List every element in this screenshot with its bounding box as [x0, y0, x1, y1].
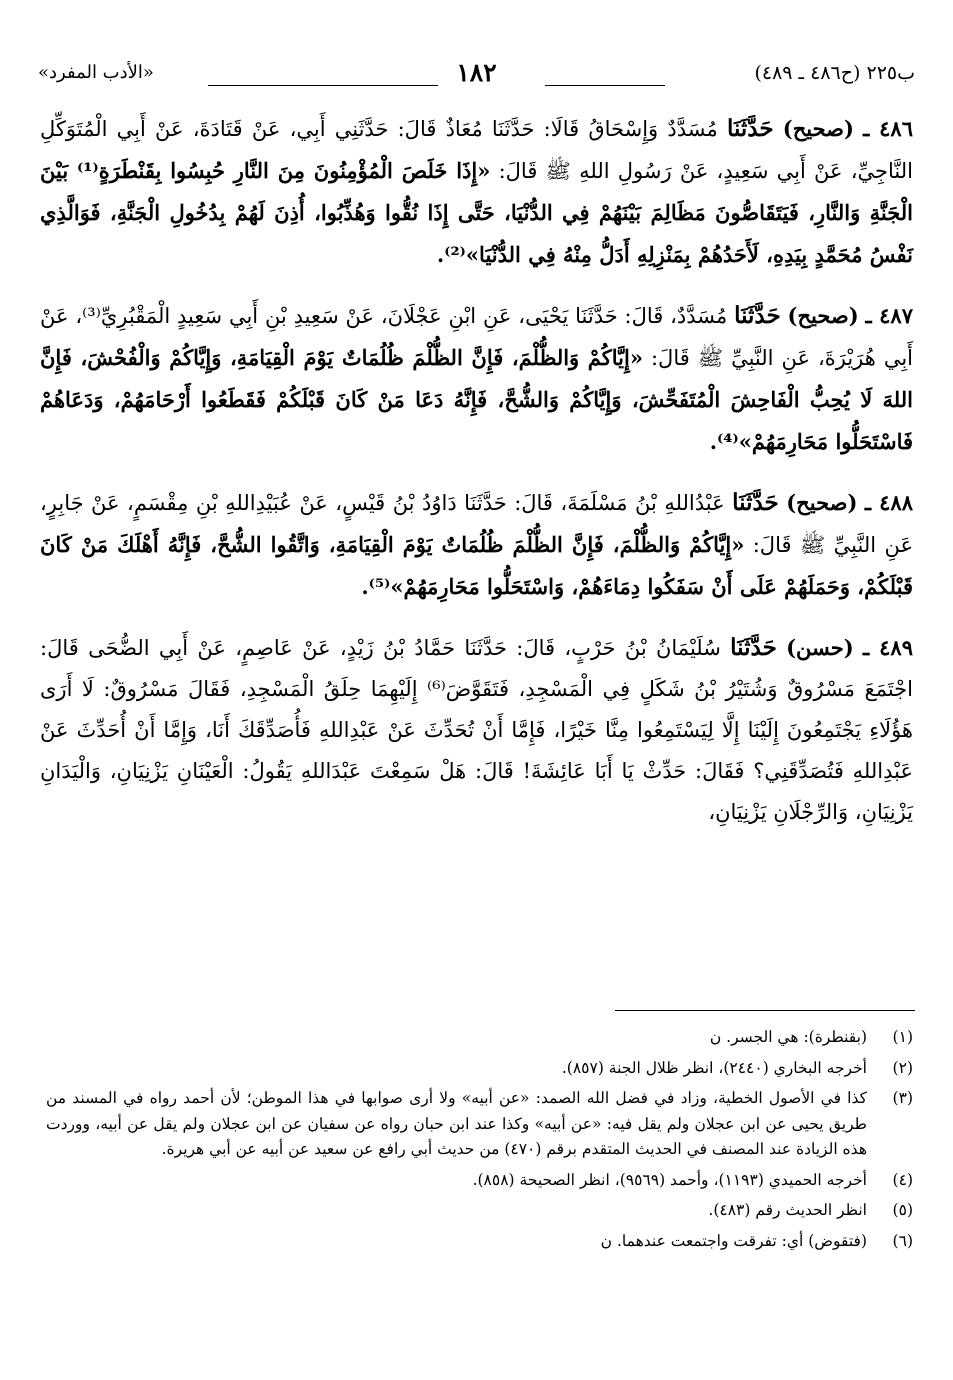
footnotes — [46, 1025, 913, 1259]
hadith-matn: «إِذَا خَلَصَ الْمُؤْمِنُونَ مِنَ النَّارِ حُبِسُوا بِقَنْطَرَةٍ⁽¹⁾ بَيْنَ الْجَنَّةِ وَالنَّارِ، فَيَتَقَاصُّونَ مَظَالِمَ بَيْنَهُمْ فِي الدُّنْيَا، حَتَّى إِذَا نُقُّوا وَهُذِّبُوا، أُذِنَ لَهُمْ بِدُخُولِ الْجَنَّةِ، فَوَالَّذِي نَفْسُ مُحَمَّدٍ بِيَدِهِ، لَأَحَدُهُمْ بِمَنْزِلِهِ أَدَلُّ مِنْهُ فِي الدُّنْيَا»⁽²⁾. — [40, 158, 913, 267]
hadith-grade: (حسن) — [786, 635, 854, 660]
haddathana: حَدَّثَنَا — [726, 115, 774, 142]
hadith-isnad: عَبْدُاللهِ بْنُ مَسْلَمَةَ، قَالَ: حَدَّثَنَا دَاوُدُ بْنُ قَيْسٍ، عَنْ عُبَيْدِاللهِ بْنِ مِقْسَمٍ، عَنْ جَابِرٍ، عَنِ النَّبِيِّ ﷺ قَالَ: — [40, 491, 914, 557]
footnote-number: (٢) — [892, 1058, 913, 1077]
footnote-text: كذا في الأصول الخطية، وزاد في فضل الله الصمد: «عن أبيه» ولا أرى صوابها في هذا الموطن؛ لأن أحمد رواه في المسند من طريق يحيى عن ابن عجلان ولم يقل فيه: «عن أبيه» وكذا عند ابن حبان رواه عن سفيان عن ابن عجلان ولم يقل عن أبيه، ووردت هذه الزيادة عند المصنف في الحديث المتقدم برقم (٤٧٠) من حديث أبي رافع عن سعيد عن أبيه عن أبي هريرة. — [46, 1089, 867, 1158]
hadith-number: ٤٨٧ ـ — [865, 303, 913, 328]
header-hadith-range: ب٢٢٥ (ح٤٨٦ ـ ٤٨٩) — [754, 62, 915, 84]
footnote-6 — [46, 1229, 913, 1255]
footnote-number: (١) — [892, 1028, 913, 1046]
hadith-number: ٤٨٨ ـ — [864, 490, 913, 515]
footnote-text: (فتقوض) أي: تفرقت واجتمعت عندهما. ن — [600, 1231, 867, 1250]
hadith-488 — [40, 482, 913, 608]
footnote-text: أخرجه الحميدي (١١٩٣)، وأحمد (٩٥٦٩)، انظر الصحيحة (٨٥٨). — [472, 1170, 867, 1189]
footnote-text: أخرجه البخاري (٢٤٤٠)، انظر ظلال الجنة (٨٥٧). — [561, 1058, 867, 1077]
haddathana: حَدَّثَنَا — [734, 302, 781, 329]
footnote-5 — [46, 1198, 913, 1224]
hadith-grade: (صحيح) — [786, 490, 858, 515]
page-header — [30, 58, 923, 92]
hadith-487 — [40, 295, 913, 463]
hadith-486 — [40, 108, 913, 276]
header-rule — [208, 85, 438, 86]
footnote-number: (٥) — [892, 1201, 913, 1219]
hadith-isnad: مُسَدَّدٌ، قَالَ: حَدَّثَنَا يَحْيَى، عَنِ ابْنِ عَجْلَانَ، عَنْ سَعِيدِ بْنِ أَبِي سَعِيدٍ الْمَقْبُرِيِّ⁽³⁾، عَنْ أَبِي هُرَيْرَةَ، عَنِ النَّبِيِّ ﷺ قَالَ: — [40, 304, 914, 370]
footnote-4 — [46, 1168, 913, 1194]
hadith-matn: «إِيَّاكُمْ وَالظُّلْمَ، فَإِنَّ الظُّلْمَ ظُلُمَاتٌ يَوْمَ الْقِيَامَةِ، وَإِيَّاكُمْ وَالْفُحْشَ، فَإِنَّ اللهَ لَا يُحِبُّ الْفَاحِشَ الْمُتَفَحِّشَ، وَإِيَّاكُمْ وَالشُّحَّ، فَإِنَّهُ دَعَا مَنْ كَانَ قَبْلَكُمْ فَقَطَعُوا أَرْحَامَهُمْ، وَدَعَاهُمْ فَاسْتَحَلُّوا مَحَارِمَهُمْ»⁽⁴⁾. — [40, 345, 913, 454]
page-number: ١٨٢ — [456, 58, 497, 87]
footnote-1 — [46, 1025, 913, 1051]
footnote-2 — [46, 1056, 913, 1082]
footnote-text: انظر الحديث رقم (٤٨٣). — [708, 1201, 867, 1219]
hadith-number: ٤٨٩ ـ — [863, 635, 913, 660]
page-body — [40, 108, 913, 852]
hadith-grade: (صحيح) — [782, 116, 854, 141]
footnote-separator — [615, 1010, 915, 1011]
footnote-number: (٦) — [892, 1231, 913, 1250]
footnote-3 — [46, 1086, 913, 1163]
book-title: «الأدب المفرد» — [38, 62, 154, 83]
footnote-number: (٤) — [892, 1170, 913, 1189]
hadith-grade: (صحيح) — [787, 303, 859, 328]
haddathana: حَدَّثَنَا — [730, 634, 777, 661]
hadith-number: ٤٨٦ ـ — [863, 116, 913, 141]
hadith-isnad: سُلَيْمَانُ بْنُ حَرْبٍ، قَالَ: حَدَّثَنَا حَمَّادُ بْنُ زَيْدٍ، عَنْ عَاصِمٍ، عَنْ أَبِي الضُّحَى قَالَ: اجْتَمَعَ مَسْرُوقٌ وَشُتَيْرُ بْنُ شَكَلٍ فِي الْمَسْجِدِ، فَتَقَوَّضَ⁽⁶⁾ إِلَيْهِمَا حِلَقُ الْمَسْجِدِ، فَقَالَ مَسْرُوقٌ: لَا أَرَى هَؤُلَاءِ يَجْتَمِعُونَ إِلَيْنَا إِلَّا لِيَسْتَمِعُوا مِنَّا خَيْرًا، فَإِمَّا أَنْ تُحَدِّثَ عَنْ عَبْدِاللهِ فَأُصَدِّقَكَ أَنَا، وَإِمَّا أَنْ أُحَدِّثَ عَنْ عَبْدِاللهِ فَتُصَدِّقَنِي؟ فَقَالَ: حَدِّثْ يَا أَبَا عَائِشَةَ! قَالَ: هَلْ سَمِعْتَ عَبْدَاللهِ يَقُولُ: الْعَيْنَانِ يَزْنِيَانِ، وَالْيَدَانِ يَزْنِيَانِ، وَالرِّجْلَانِ يَزْنِيَانِ، — [40, 636, 914, 824]
hadith-isnad: مُسَدَّدٌ وَإِسْحَاقُ قَالَا: حَدَّثَنَا مُعَاذٌ قَالَ: حَدَّثَنِي أَبِي، عَنْ قَتَادَةَ، عَنْ أَبِي الْمُتَوَكِّلِ النَّاجِيِّ، عَنْ أَبِي سَعِيدٍ، عَنْ رَسُولِ اللهِ ﷺ قَالَ: — [40, 117, 913, 183]
footnote-text: (بقنطرة): هي الجسر. ن — [709, 1028, 867, 1046]
haddathana: حَدَّثَنَا — [732, 489, 779, 516]
hadith-matn: «إِيَّاكُمْ وَالظُّلْمَ، فَإِنَّ الظُّلْمَ ظُلُمَاتٌ يَوْمَ الْقِيَامَةِ، وَاتَّقُوا الشُّحَّ، فَإِنَّهُ أَهْلَكَ مَنْ كَانَ قَبْلَكُمْ، وَحَمَلَهُمْ عَلَى أَنْ سَفَكُوا دِمَاءَهُمْ، وَاسْتَحَلُّوا مَحَارِمَهُمْ»⁽⁵⁾. — [40, 532, 913, 599]
footnote-number: (٣) — [892, 1089, 913, 1107]
header-rule — [545, 85, 665, 86]
hadith-489 — [40, 627, 913, 833]
